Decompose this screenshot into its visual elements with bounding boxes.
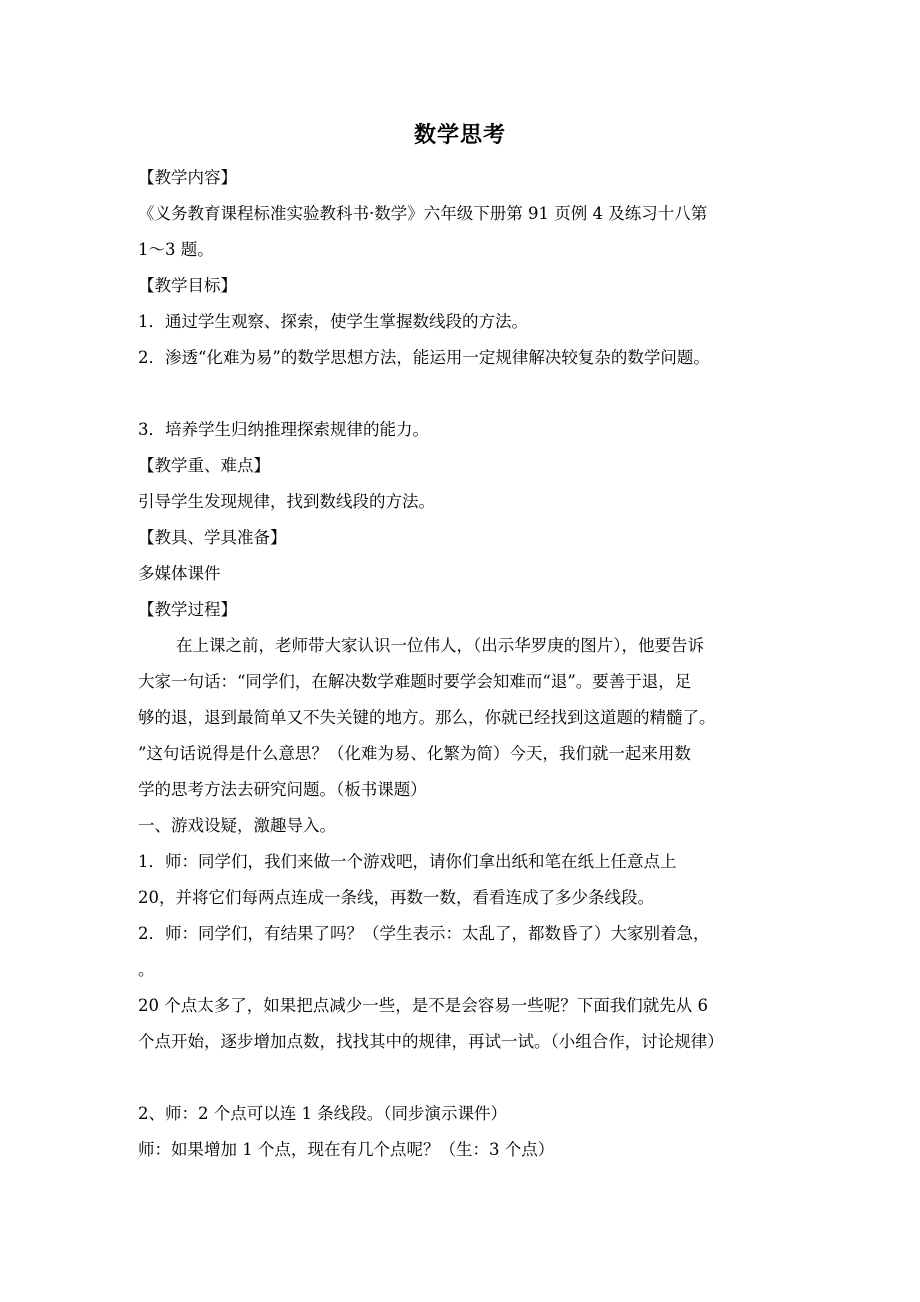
step-2-line-1: 2．师：同学们，有结果了吗？（学生表示：太乱了，都数昏了）大家别着急， [138, 924, 710, 943]
step-2-line-2: 。 [138, 960, 155, 979]
process-paragraph-line-3: 够的退，退到最简单又不失关键的地方。那么，你就已经找到这道题的精髓了。 [138, 708, 716, 727]
section-heading-key-points: 【教学重、难点】 [138, 456, 270, 475]
process-paragraph-line-2: 大家一句话：“同学们，在解决数学难题时要学会知难而“退”。要善于退，足 [138, 672, 692, 691]
section-heading-materials: 【教具、学具准备】 [138, 528, 287, 547]
key-points-text: 引导学生发现规律，找到数线段的方法。 [138, 492, 435, 511]
document-title: 数学思考 [413, 123, 506, 148]
content-line-1: 《义务教育课程标准实验教科书·数学》六年级下册第 91 页例 4 及练习十八第 [138, 204, 708, 223]
objective-2: 2．渗透“化难为易”的数学思想方法，能运用一定规律解决较复杂的数学问题。 [138, 348, 710, 367]
step-2-line-4: 个点开始，逐步增加点数，找找其中的规律，再试一试。（小组合作，讨论规律） [138, 1032, 724, 1051]
step-1-line-2: 20，并将它们每两点连成一条线，再数一数，看看连成了多少条线段。 [138, 888, 654, 907]
objective-3: 3．培养学生归纳推理探索规律的能力。 [138, 420, 429, 439]
step-3-line-1: 2、师：2 个点可以连 1 条线段。（同步演示课件） [138, 1104, 507, 1123]
objective-1: 1．通过学生观察、探索，使学生掌握数线段的方法。 [138, 312, 528, 331]
process-paragraph-line-5: 学的思考方法去研究问题。（板书课题） [138, 780, 427, 799]
process-paragraph-line-1: 在上课之前，老师带大家认识一位伟人，（出示华罗庚的图片），他要告诉 [176, 636, 704, 655]
process-paragraph-line-4: ”这句话说得是什么意思？（化难为易、化繁为简）今天，我们就一起来用数 [138, 744, 691, 763]
content-line-2: 1～3 题。 [138, 240, 214, 259]
step-3-line-2: 师：如果增加 1 个点，现在有几个点呢？（生：3 个点） [138, 1140, 555, 1159]
section-heading-objectives: 【教学目标】 [138, 276, 237, 295]
materials-text: 多媒体课件 [138, 564, 221, 583]
step-1-line-1: 1．师：同学们，我们来做一个游戏吧，请你们拿出纸和笔在纸上任意点上 [138, 852, 677, 871]
step-heading-1: 一、游戏设疑，激趣导入。 [138, 816, 336, 835]
section-heading-process: 【教学过程】 [138, 600, 237, 619]
section-heading-content: 【教学内容】 [138, 168, 237, 187]
step-2-line-3: 20 个点太多了，如果把点减少一些，是不是会容易一些呢？下面我们就先从 6 [138, 996, 708, 1015]
